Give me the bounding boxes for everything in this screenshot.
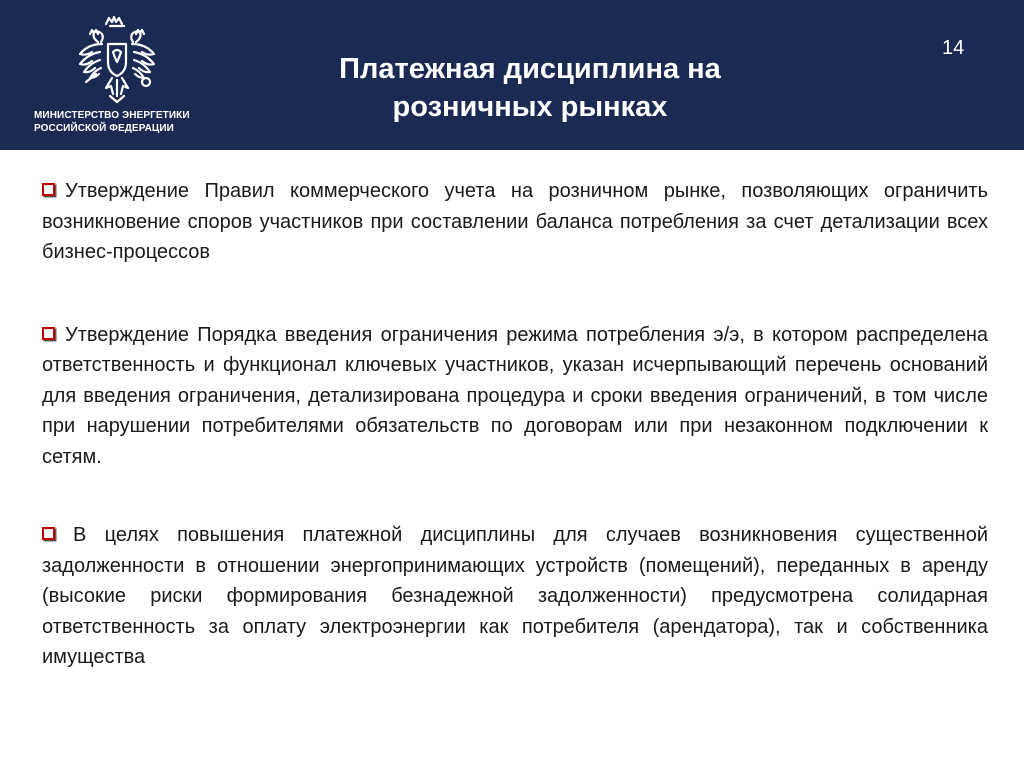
slide-title-line-2: розничных рынках bbox=[392, 91, 668, 123]
slide-header bbox=[0, 0, 1024, 150]
ministry-line-1: МИНИСТЕРСТВО ЭНЕРГЕТИКИ bbox=[34, 110, 190, 121]
bullet-text-1: Утверждение Правил коммерческого учета на розничном рынке, позволяющих ограничить возникновение споров участников при составлении баланса потребления за счет детализации всех бизнес-процессов bbox=[42, 180, 988, 263]
slide-content bbox=[42, 176, 988, 673]
double-headed-eagle-emblem-icon bbox=[76, 14, 158, 104]
ministry-name bbox=[34, 109, 204, 135]
bullet-text-3: В целях повышения платежной дисциплины для случаев возникновения существенной задолженности в отношении энергопринимающих устройств (помещений), переданных в аренду (высокие риски формирования безнадежной задолженности) предусмотрена солидарная ответственность за оплату электроэнергии как потребителя (арендатора), так и собственника имущества bbox=[42, 524, 988, 668]
bullet-item-2 bbox=[42, 320, 988, 473]
slide-title bbox=[300, 50, 760, 126]
checkbox-bullet-icon bbox=[42, 327, 55, 340]
bullet-text-2: Утверждение Порядка введения ограничения режима потребления э/э, в котором распределена ответственность и функционал ключевых участников, указан исчерпывающий перечень оснований для введения ограничения, детализирована процедура и сроки введения ограничений, в том числе при нарушении потребителями обязательств по договорам или при незаконном подключении к сетям. bbox=[42, 323, 988, 468]
checkbox-bullet-icon bbox=[42, 527, 55, 540]
bullet-item-3 bbox=[42, 520, 988, 673]
bullet-item-1 bbox=[42, 176, 988, 268]
slide-title-line-1: Платежная дисциплина на bbox=[339, 53, 721, 85]
page-number: 14 bbox=[942, 37, 965, 59]
checkbox-bullet-icon bbox=[42, 183, 55, 196]
ministry-line-2: РОССИЙСКОЙ ФЕДЕРАЦИИ bbox=[34, 123, 174, 134]
